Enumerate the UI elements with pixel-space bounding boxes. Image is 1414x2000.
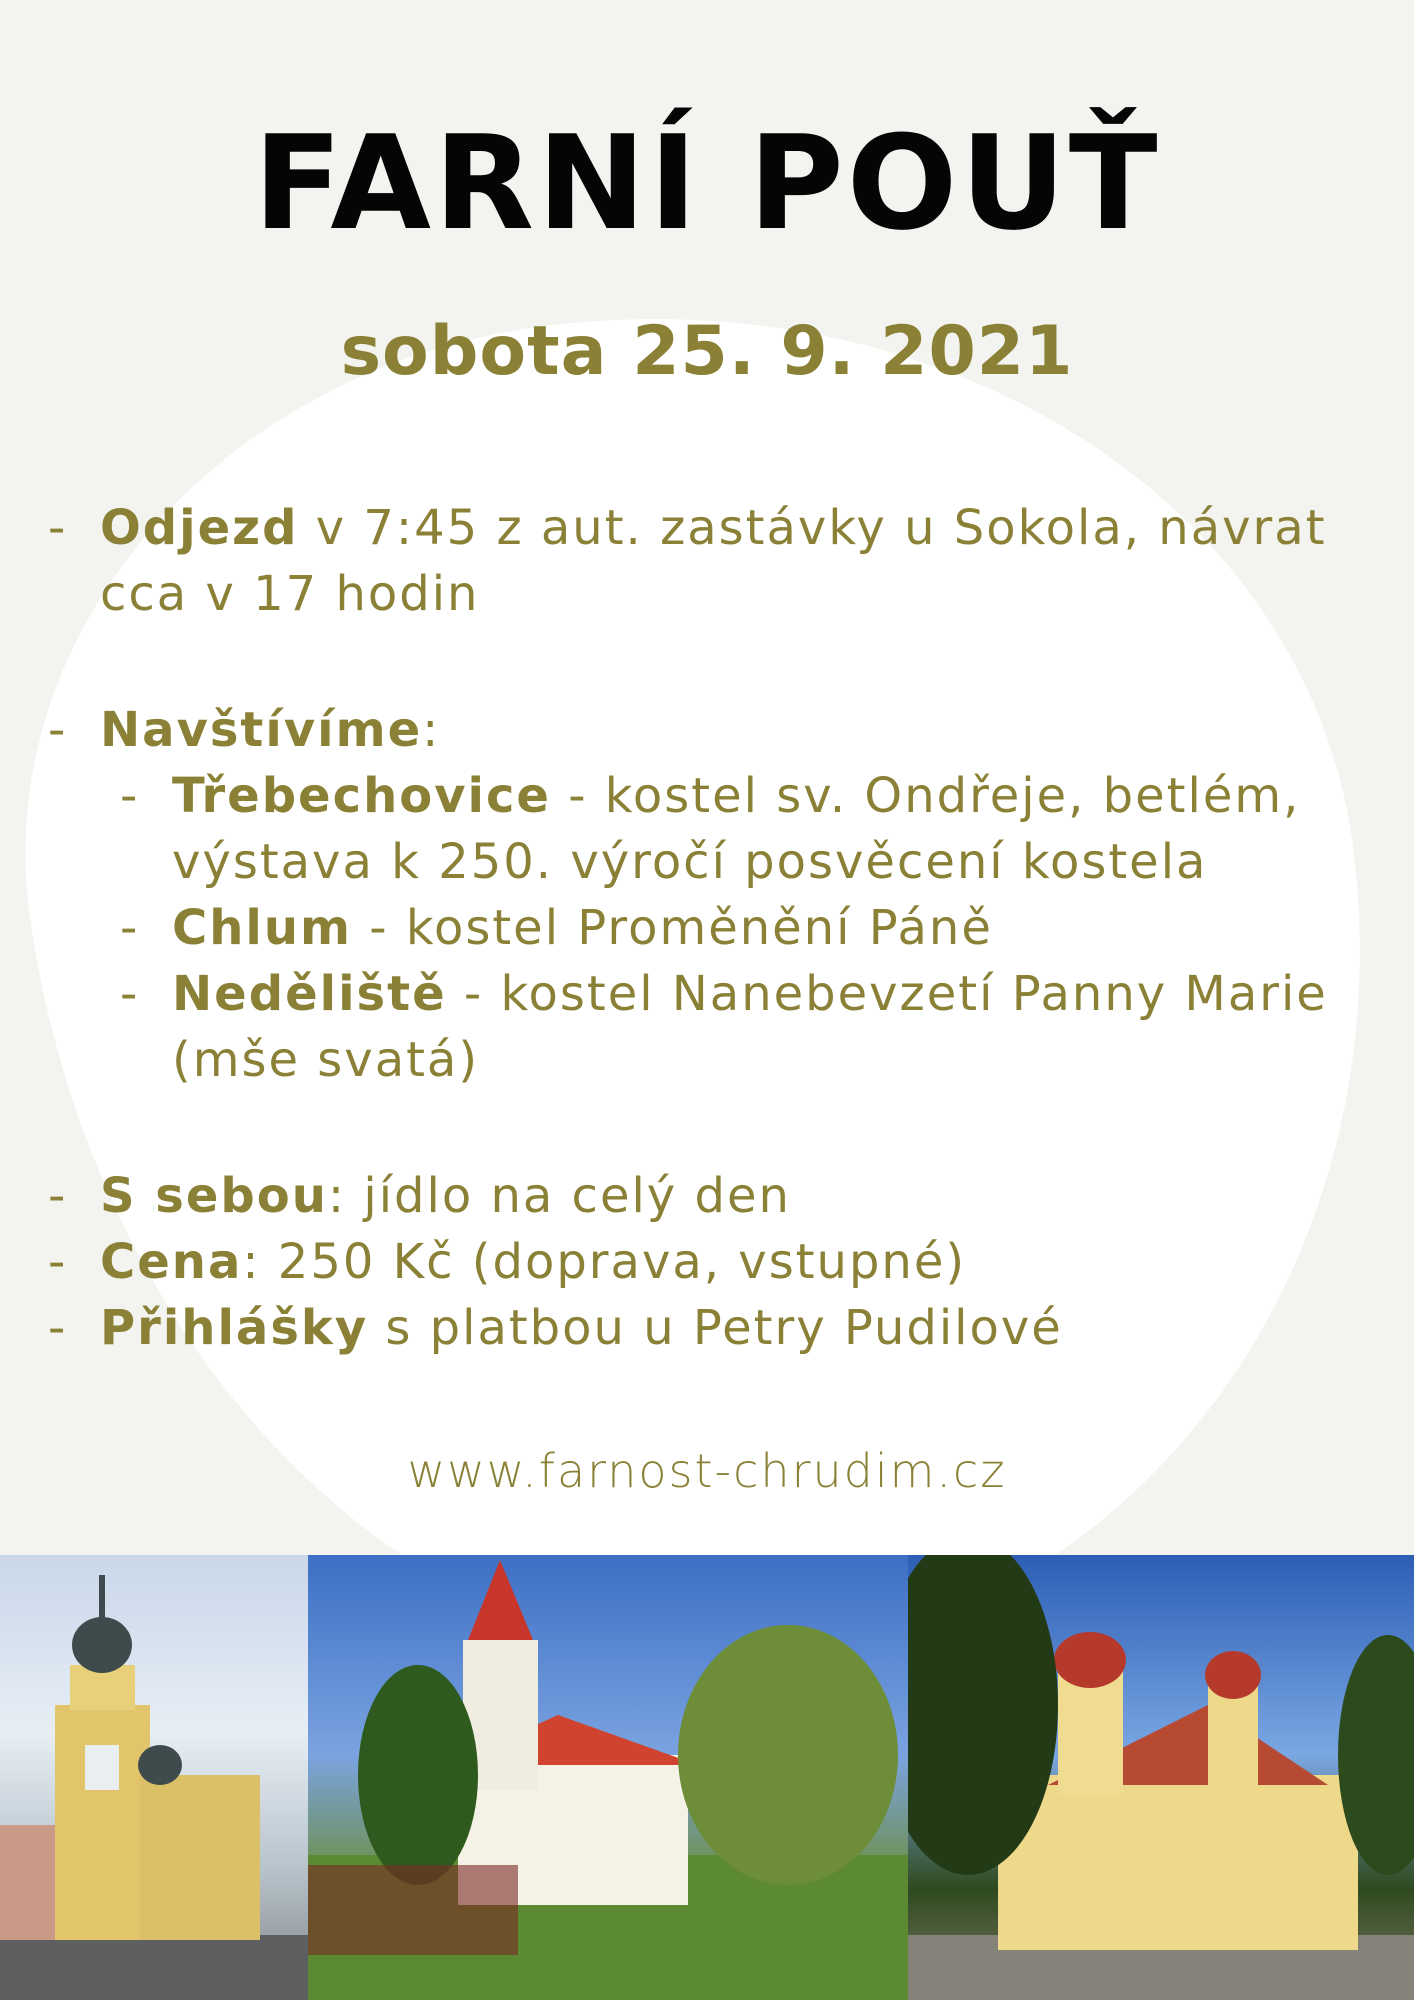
- list-item-signup: [48, 1295, 1398, 1361]
- page-title: FARNÍ POUŤ: [253, 107, 1161, 259]
- church-photo-chlum: [308, 1555, 908, 2000]
- bullet-dash: -: [48, 1300, 68, 1356]
- list-item-visit: [48, 697, 1398, 763]
- place-name: Neděliště: [172, 966, 447, 1022]
- bring-label: S sebou: [100, 1168, 328, 1224]
- info-list: [48, 495, 1398, 1361]
- place-name: Třebechovice: [172, 768, 551, 824]
- place-name: Chlum: [172, 900, 353, 956]
- signup-text: s platbou u Petry Pudilové: [368, 1300, 1063, 1356]
- website-url: www.farnost-chrudim.cz: [407, 1444, 1007, 1498]
- place-text: - kostel sv. Ondřeje, betlém, výstava k 250. výročí posvěcení kostela: [172, 768, 1301, 890]
- bullet-dash: -: [120, 900, 140, 956]
- event-date: sobota 25. 9. 2021: [340, 312, 1074, 391]
- list-item-place: [120, 895, 1398, 961]
- bullet-dash: -: [48, 702, 68, 758]
- photo-strip: [0, 1555, 1414, 2000]
- visit-suffix: :: [422, 702, 441, 758]
- place-text: - kostel Nanebevzetí Panny Marie (mše svatá): [172, 966, 1328, 1088]
- departure-label: Odjezd: [100, 500, 299, 556]
- church-photo-trebechovice: [0, 1555, 308, 2000]
- list-item-place: [120, 763, 1398, 895]
- list-item-departure: [48, 495, 1398, 627]
- signup-label: Přihlášky: [100, 1300, 369, 1356]
- price-text: : 250 Kč (doprava, vstupné): [242, 1234, 967, 1290]
- bullet-dash: -: [48, 1234, 68, 1290]
- bullet-dash: -: [48, 1168, 68, 1224]
- visit-label: Navštívíme: [100, 702, 423, 758]
- departure-text: v 7:45 z aut. zastávky u Sokola, návrat cca v 17 hodin: [100, 500, 1327, 622]
- place-text: - kostel Proměnění Páně: [352, 900, 993, 956]
- list-item-price: [48, 1229, 1398, 1295]
- list-item-place: [120, 961, 1398, 1093]
- list-item-bring: [48, 1163, 1398, 1229]
- bring-text: : jídlo na celý den: [327, 1168, 791, 1224]
- bullet-dash: -: [120, 768, 140, 824]
- church-photo-nedeliste: [908, 1555, 1414, 2000]
- bullet-dash: -: [48, 500, 68, 556]
- price-label: Cena: [100, 1234, 243, 1290]
- bullet-dash: -: [120, 966, 140, 1022]
